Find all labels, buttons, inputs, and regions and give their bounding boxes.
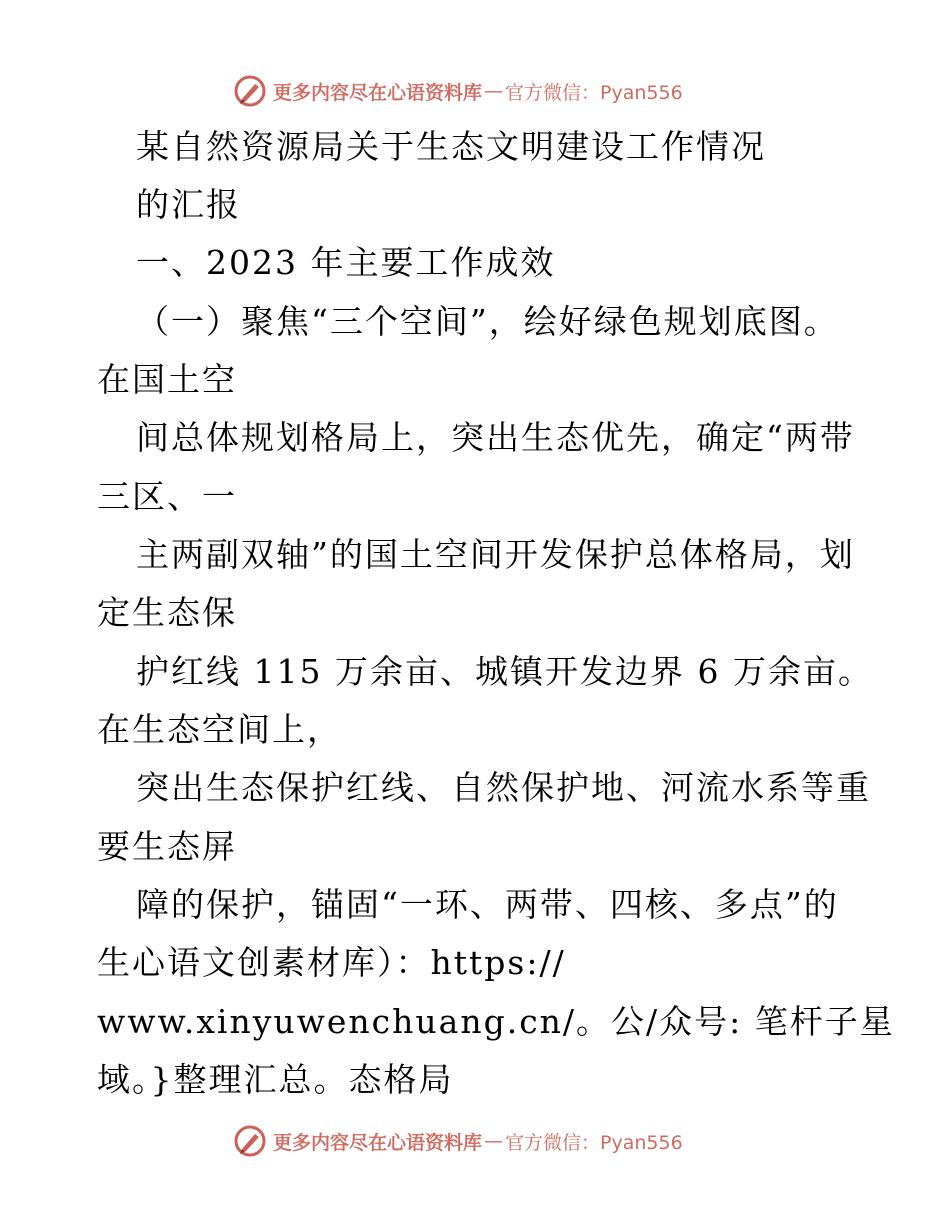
paragraph-line: 突出生态保护红线、自然保护地、河流水系等重: [136, 768, 871, 807]
paragraph-line: 域。}整理汇总。态格局: [97, 1060, 454, 1099]
document-title-line-1: 某自然资源局关于生态文明建设工作情况: [136, 127, 766, 166]
paragraph-line: www.xinyuwenchuang.cn/。公/众号: 笔杆子星: [97, 1002, 895, 1041]
section-heading: 一、2023 年主要工作成效: [136, 243, 556, 282]
paragraph-line: 间总体规划格局上，突出生态优先，确定“两带: [136, 418, 855, 457]
paragraph-line: 三区、一: [97, 477, 237, 516]
paragraph-line: 定生态保: [97, 593, 237, 632]
watermark-wechat-text: 官方微信：Pyan556: [505, 81, 683, 104]
watermark-separator: —: [484, 80, 504, 102]
pen-logo-icon: [233, 1124, 267, 1158]
footer-watermark: [233, 1124, 683, 1158]
pen-logo-icon: [233, 74, 267, 108]
paragraph-line: 要生态屏: [97, 827, 237, 866]
document-title-line-2: 的汇报: [136, 185, 241, 224]
header-watermark: [233, 74, 683, 108]
watermark-wechat-text: 官方微信：Pyan556: [505, 1131, 683, 1154]
watermark-brand-text: 更多内容尽在心语资料库: [273, 81, 483, 104]
paragraph-line: 在生态空间上，: [97, 710, 342, 749]
paragraph-line: 主两副双轴”的国土空间开发保护总体格局，划: [136, 535, 855, 574]
paragraph-line: （一）聚焦“三个空间”，绘好绿色规划底图。: [136, 302, 839, 341]
paragraph-line: 障的保护，锚固“一环、两带、四核、多点”的: [136, 885, 839, 924]
paragraph-line: 护红线 115 万余亩、城镇开发边界 6 万余亩。: [136, 652, 873, 691]
watermark-brand-text: 更多内容尽在心语资料库: [273, 1131, 483, 1154]
watermark-separator: —: [484, 1130, 504, 1152]
paragraph-line: 生心语文创素材库）：https://: [97, 943, 566, 982]
paragraph-line: 在国土空: [97, 360, 237, 399]
